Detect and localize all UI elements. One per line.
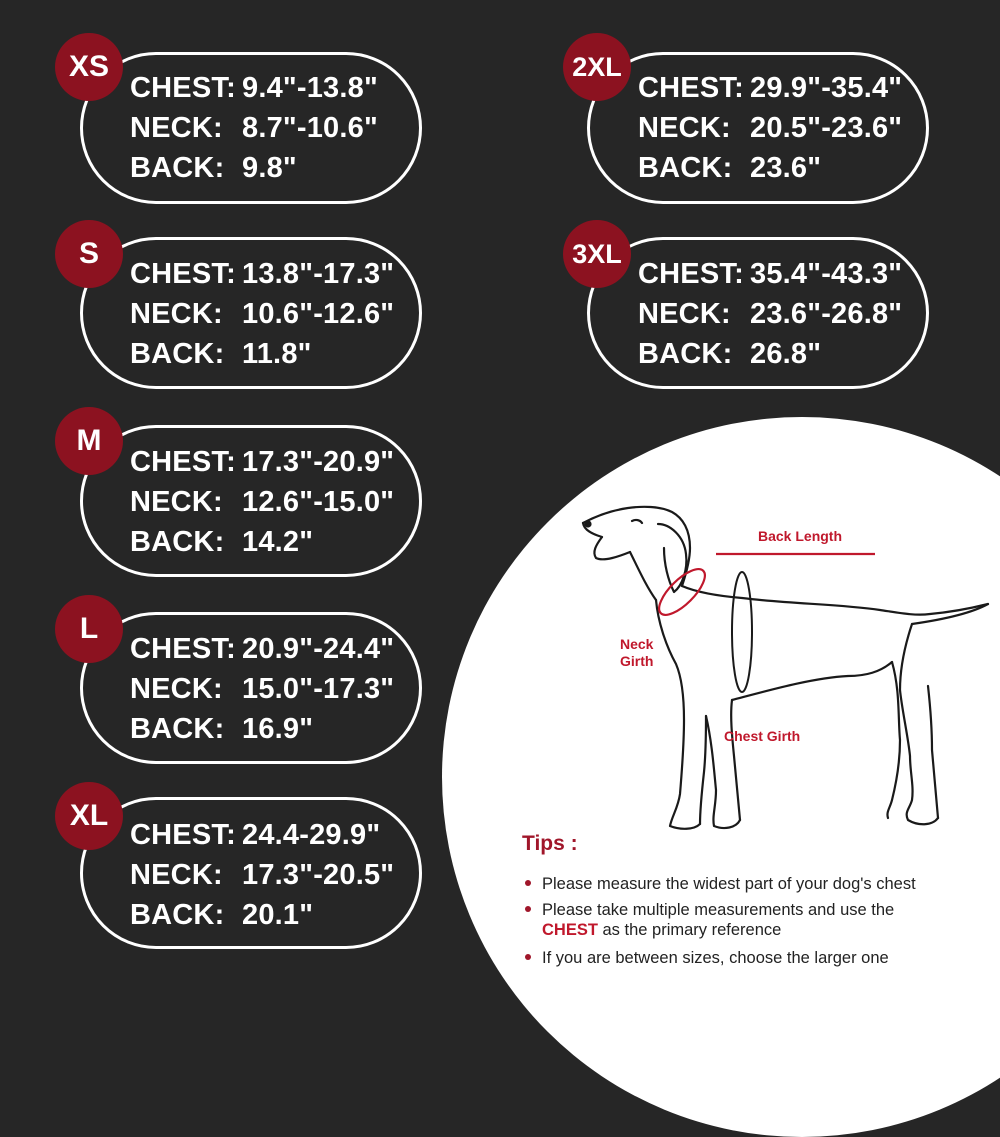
tip-continuation — [525, 920, 894, 940]
back-value: 14.2" — [242, 526, 314, 558]
neck-value: 23.6"-26.8" — [750, 298, 903, 330]
size-badge-xl: XL — [55, 782, 123, 850]
neck-label: NECK: — [130, 486, 223, 518]
chest-value: 29.9"-35.4" — [750, 72, 903, 104]
back-value: 23.6" — [750, 152, 822, 184]
chest-label: CHEST: — [638, 72, 744, 104]
neck-label: NECK: — [130, 112, 223, 144]
chest-label: CHEST: — [130, 819, 236, 851]
back-length-label: Back Length — [758, 528, 843, 544]
back-value: 26.8" — [750, 338, 822, 370]
neck-label: NECK: — [130, 859, 223, 891]
neck-value: 12.6"-15.0" — [242, 486, 395, 518]
chest-girth-label: Chest Girth — [724, 728, 801, 744]
tip-item — [525, 874, 916, 894]
neck-label: NECK: — [638, 112, 731, 144]
tip-item — [525, 948, 889, 968]
size-badge-s: S — [55, 220, 123, 288]
back-value: 11.8" — [242, 338, 312, 370]
neck-value: 10.6"-12.6" — [242, 298, 395, 330]
back-label: BACK: — [130, 713, 225, 745]
back-label: BACK: — [130, 899, 225, 931]
neck-girth-label — [620, 636, 653, 670]
chest-label: CHEST: — [130, 72, 236, 104]
back-label: BACK: — [130, 526, 225, 558]
tips-title: Tips : — [522, 832, 578, 855]
chest-label: CHEST: — [130, 258, 236, 290]
size-badge-m: M — [55, 407, 123, 475]
chest-value: 24.4-29.9" — [242, 819, 381, 851]
tip-item — [525, 900, 894, 940]
size-badge-3xl: 3XL — [563, 220, 631, 288]
bullet-icon — [525, 880, 531, 886]
tip-text: If you are between sizes, choose the larger one — [542, 949, 889, 967]
neck-label: NECK: — [130, 298, 223, 330]
back-value: 9.8" — [242, 152, 297, 184]
size-badge-l: L — [55, 595, 123, 663]
chest-label: CHEST: — [130, 446, 236, 478]
bullet-icon — [525, 954, 531, 960]
back-label: BACK: — [130, 152, 225, 184]
size-badge-xs: XS — [55, 33, 123, 101]
chest-value: 20.9"-24.4" — [242, 633, 395, 665]
back-value: 20.1" — [242, 899, 314, 931]
neck-label-line2: Girth — [620, 653, 654, 669]
back-label: BACK: — [638, 152, 733, 184]
chest-value: 35.4"-43.3" — [750, 258, 903, 290]
back-label: BACK: — [638, 338, 733, 370]
bullet-icon — [525, 906, 531, 912]
back-label: BACK: — [130, 338, 225, 370]
chest-label: CHEST: — [130, 633, 236, 665]
size-badge-2xl: 2XL — [563, 33, 631, 101]
neck-value: 20.5"-23.6" — [750, 112, 903, 144]
chest-value: 9.4"-13.8" — [242, 72, 378, 104]
chest-value: 17.3"-20.9" — [242, 446, 395, 478]
tip-text: Please measure the widest part of your dog's chest — [542, 875, 916, 893]
back-value: 16.9" — [242, 713, 314, 745]
tip-text: Please take multiple measurements and use the — [542, 901, 895, 919]
tip-text-rest: as the primary reference — [597, 921, 782, 939]
chest-girth-ring — [732, 572, 752, 692]
neck-value: 17.3"-20.5" — [242, 859, 395, 891]
neck-label: NECK: — [638, 298, 731, 330]
neck-value: 8.7"-10.6" — [242, 112, 378, 144]
neck-label: NECK: — [130, 673, 223, 705]
neck-label-line1: Neck — [620, 636, 654, 652]
chest-value: 13.8"-17.3" — [242, 258, 395, 290]
neck-value: 15.0"-17.3" — [242, 673, 395, 705]
chest-highlight: CHEST — [542, 921, 598, 939]
chest-label: CHEST: — [638, 258, 744, 290]
